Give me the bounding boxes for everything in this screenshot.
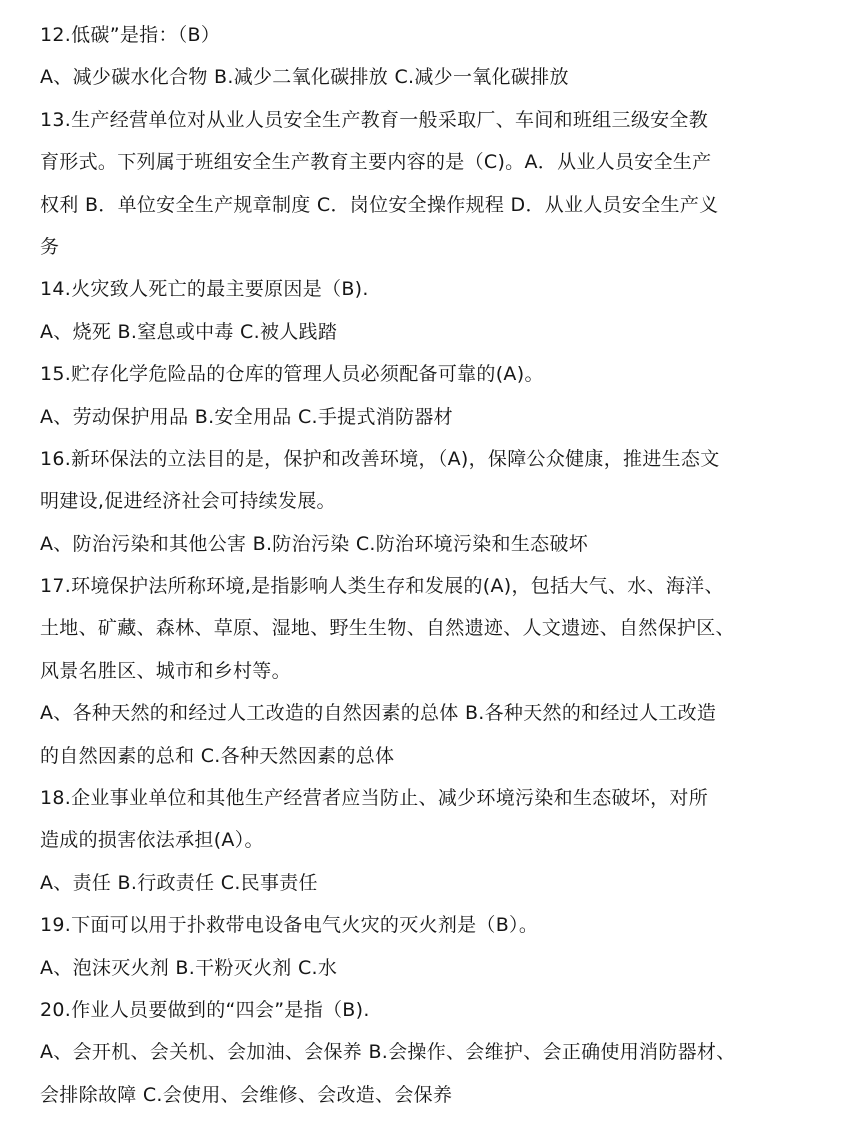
question-13-stem-line-2: 育形式。下列属于班组安全生产教育主要内容的是（C)。A．从业人员安全生产 — [40, 151, 712, 174]
question-18-stem-line-2: 造成的损害依法承担(A）。 — [40, 829, 264, 852]
question-14-stem: 14.火灾致人死亡的最主要原因是（B). — [40, 278, 369, 301]
question-13-stem-line-1: 13.生产经营单位对从业人员安全生产教育一般采取厂、车间和班组三级安全教 — [40, 108, 709, 131]
question-20-stem: 20.作业人员要做到的“四会”是指（B). — [40, 998, 370, 1021]
question-15-stem: 15.贮存化学危险品的仓库的管理人员必须配备可靠的(A)。 — [40, 363, 544, 386]
question-17-stem-line-3: 风景名胜区、城市和乡村等。 — [40, 659, 291, 682]
question-12-stem: 12.低碳”是指：（B） — [40, 24, 221, 46]
question-18-stem-line-1: 18.企业事业单位和其他生产经营者应当防止、减少环境污染和生态破坏，对所 — [40, 787, 709, 810]
question-18-options: A、责任 B.行政责任 C.民事责任 — [40, 871, 318, 894]
question-17-stem-line-2: 土地、矿藏、森林、草原、湿地、野生生物、自然遗迹、人文遗迹、自然保护区、 — [40, 617, 735, 640]
question-17-stem-line-1: 17.环境保护法所称环境,是指影响人类生存和发展的(A)，包括大气、水、海洋、 — [40, 575, 724, 598]
question-20-options-line-2: 会排除故障 C.会使用、会维修、会改造、会保养 — [40, 1083, 453, 1106]
question-16-stem-line-2: 明建设,促进经济社会可持续发展。 — [40, 490, 336, 513]
question-14-options: A、烧死 B.窒息或中毒 C.被人践踏 — [40, 320, 338, 343]
question-15-options: A、劳动保护用品 B.安全用品 C.手提式消防器材 — [40, 405, 453, 428]
document-body — [40, 14, 810, 1116]
question-13-options-line-1: 权利 B．单位安全生产规章制度 C．岗位安全操作规程 D．从业人员安全生产义 — [40, 193, 719, 216]
question-19-stem: 19.下面可以用于扑救带电设备电气火灾的灭火剂是（B）。 — [40, 914, 539, 937]
question-17-options-line-2: 的自然因素的总和 C.各种天然因素的总体 — [40, 744, 395, 767]
question-20-options-line-1: A、会开机、会关机、会加油、会保养 B.会操作、会维护、会正确使用消防器材、 — [40, 1041, 736, 1064]
question-16-stem-line-1: 16.新环保法的立法目的是，保护和改善环境，（A)，保障公众健康，推进生态文 — [40, 447, 720, 470]
question-13-options-line-2: 务 — [40, 235, 60, 258]
question-17-options-line-1: A、各种天然的和经过人工改造的自然因素的总体 B.各种天然的和经过人工改造 — [40, 702, 717, 725]
question-12-options: A、减少碳水化合物 B.减少二氧化碳排放 C.减少一氧化碳排放 — [40, 66, 569, 89]
question-19-options: A、泡沫灭火剂 B.干粉灭火剂 C.水 — [40, 956, 338, 979]
question-16-options: A、防治污染和其他公害 B.防治污染 C.防治环境污染和生态破坏 — [40, 532, 589, 555]
